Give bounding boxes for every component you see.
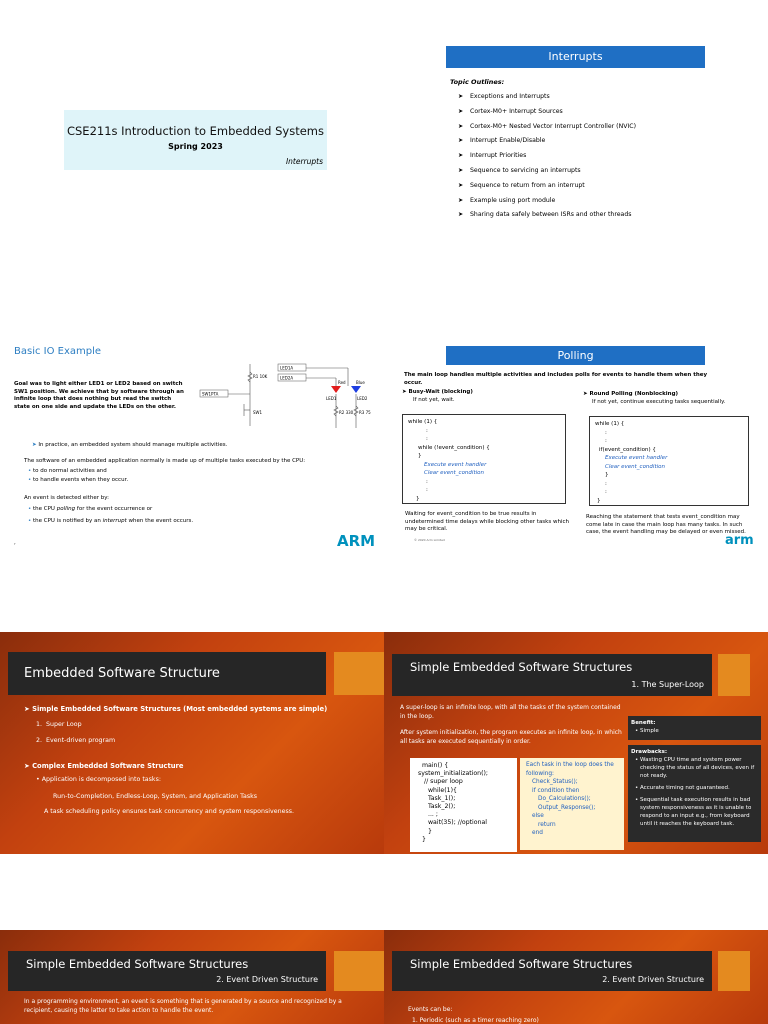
arm-logo: ARM	[337, 532, 376, 550]
arrow-bullet-icon: ➤	[458, 137, 464, 145]
busy-wait-heading: ➤ Busy-Wait (blocking)	[402, 389, 473, 395]
sub-bullet: • the CPU is notified by an interrupt when the event occurs.	[28, 518, 194, 524]
arm-logo: arm	[725, 533, 754, 548]
topic-list	[458, 92, 708, 225]
bullet-point: ➤ Simple Embedded Software Structures (Most embedded systems are simple)	[24, 705, 328, 713]
slide-title-bar: Polling	[446, 346, 705, 365]
slide-title: Embedded Software Structure	[24, 666, 220, 681]
arrow-bullet-icon: ➤	[458, 93, 464, 100]
list-item: ➤ Example using port module	[458, 196, 556, 204]
slide-subtitle: 1. The Super-Loop	[631, 680, 704, 689]
slide-title-bar	[8, 652, 326, 695]
sub-bullet: • Application is decomposed into tasks:	[36, 776, 161, 783]
arrow-bullet-icon: ➤	[458, 211, 464, 219]
list-item: ➤ Exceptions and Interrupts	[458, 93, 550, 100]
slide-subtitle: 2. Event Driven Structure	[216, 975, 318, 984]
super-loop-code: main() { system_initialization(); // super loop while(1){ Task_1(); Task_2(); ... ; wait(35); //optional } }	[410, 758, 517, 852]
arrow-bullet-icon: ➤	[458, 152, 464, 160]
busy-wait-sub: If not yet, wait.	[413, 397, 455, 403]
slide-title: Simple Embedded Software Structures	[410, 660, 633, 674]
circuit-diagram	[198, 358, 371, 432]
benefit-box: Benefit: • Simple	[628, 716, 761, 740]
slide-title-bar: Interrupts	[446, 46, 705, 68]
arrow-bullet-icon: ➤	[458, 181, 464, 189]
round-polling-note: Reaching the statement that tests event_condition may come late in case the main loop has many tasks. In such case, the event handling may be delayed or even missed.	[586, 514, 746, 535]
circuit-label: LED1	[326, 396, 337, 401]
drawbacks-box: Drawbacks: • Wasting CPU time and system power checking the status of all devices, even if not ready. • Accurate timing not guaranteed. • Sequential task execution results in bad system responsiveness as it is unable to respond to an input e.g., from keyboard until it reaches the keyboard task.	[628, 745, 761, 842]
sub-bullet: • the CPU polling for the event occurrence or	[28, 506, 153, 512]
slide-title-bar	[392, 951, 712, 991]
accent-square	[334, 951, 384, 991]
accent-square	[718, 654, 750, 696]
course-title: CSE211s Introduction to Embedded Systems	[66, 124, 325, 138]
circuit-label: LED2A	[280, 375, 294, 381]
bullet-point: ➤ In practice, an embedded system should manage multiple activities.	[32, 442, 228, 448]
topic-tag: Interrupts	[285, 157, 323, 166]
circuit-label: LED2	[357, 396, 368, 401]
accent-square	[718, 951, 750, 991]
list-item: 2. Event-driven program	[36, 737, 116, 744]
circuit-label: SW1	[253, 410, 263, 415]
circuit-label: R1 10K	[253, 374, 268, 379]
slide-title: Simple Embedded Software Structures	[26, 957, 249, 971]
paragraph: In a programming environment, an event is something that is generated by a source and recognized by a recipient, causing the latter to take action to handle the event.	[24, 998, 342, 1014]
title-box	[64, 110, 327, 170]
intro-text: The main loop handles multiple activities and includes polls for events to handle them when they occur.	[404, 372, 708, 386]
goal-paragraph: Goal was to light either LED1 or LED2 based on switch SW1 position. We achieve that by software through an infinite loop that does nothing but read the switch state on one side and update the LEDs on the other.	[14, 381, 184, 410]
list-item: ➤ Cortex-M0+ Interrupt Sources	[458, 107, 563, 115]
task-types: Run-to-Completion, Endless-Loop, System, and Application Tasks	[53, 793, 258, 800]
slide-title-bar	[8, 951, 326, 991]
copyright: © 2020 Arm Limited	[414, 538, 445, 542]
sub-bullet: • to handle events when they occur.	[28, 477, 129, 483]
circuit-label: Red	[338, 380, 346, 385]
slide-title-bar	[392, 654, 712, 696]
arrow-bullet-icon: ➤	[458, 166, 464, 174]
list-item: 1. Periodic (such as a timer reaching zero)	[412, 1017, 539, 1024]
list-item: ➤ Interrupt Priorities	[458, 152, 527, 160]
circuit-label: LED1A	[280, 365, 294, 371]
list-item: ➤ Cortex-M0+ Nested Vector Interrupt Controller (NVIC)	[458, 122, 637, 130]
slide-title	[0, 0, 384, 316]
scheduling-note: A task scheduling policy ensures task concurrency and system responsiveness.	[44, 808, 295, 815]
slide-title: Simple Embedded Software Structures	[410, 957, 633, 971]
outline-heading: Topic Outlines:	[450, 78, 505, 86]
circuit-label: SW1PTA	[202, 391, 219, 397]
round-polling-heading: ➤ Round Polling (Nonblocking)	[583, 391, 679, 397]
bullet-point: ➤ Complex Embedded Software Structure	[24, 762, 184, 770]
list-item: ➤ Sharing data safely between ISRs and other threads	[458, 211, 632, 219]
busy-wait-code: while (1) { : : while (!event_condition) { } Execute event handler Clear event_condition : : }	[402, 414, 566, 504]
task-pseudocode: Each task in the loop does the following: Check_Status(); if condition then Do_Calculations(); Output_Response(); else return end	[520, 758, 624, 850]
busy-wait-note: Waiting for event_condition to be true results in undetermined time delays while blocking other tasks which may be critical.	[405, 511, 569, 532]
paragraph: An event is detected either by:	[24, 495, 109, 501]
slide-subtitle: 2. Event Driven Structure	[602, 975, 704, 984]
list-item: ➤ Sequence to servicing an interrupts	[458, 166, 581, 174]
list-item: 1. Super Loop	[36, 721, 82, 728]
paragraph: The software of an embedded application normally is made up of multiple tasks executed by the CPU:	[24, 458, 306, 464]
round-polling-sub: If not yet, continue executing tasks sequentially.	[592, 399, 726, 405]
round-polling-code: while (1) { : : if(event_condition) { Execute event handler Clear event_condition } : : }	[589, 416, 749, 506]
circuit-label: Blue	[356, 380, 365, 385]
arrow-bullet-icon: ➤	[458, 107, 464, 115]
list-item: ➤ Interrupt Enable/Disable	[458, 137, 546, 145]
stray-mark: ,	[14, 540, 16, 546]
paragraph: After system initialization, the program executes an infinite loop, in which all tasks are executed sequentially in order.	[400, 729, 622, 745]
circuit-label: R2 330	[339, 410, 354, 415]
slide-title: Basic IO Example	[14, 346, 102, 357]
sub-bullet: • to do normal activities and	[28, 468, 107, 474]
paragraph: Events can be:	[408, 1006, 453, 1013]
arrow-bullet-icon: ➤	[458, 122, 464, 130]
arrow-bullet-icon: ➤	[458, 196, 464, 204]
semester: Spring 2023	[168, 142, 223, 151]
list-item: ➤ Sequence to return from an interrupt	[458, 181, 585, 189]
accent-square	[334, 652, 384, 695]
paragraph: A super-loop is an infinite loop, with all the tasks of the system contained in the loop.	[400, 704, 621, 720]
circuit-label: R3 75	[359, 410, 371, 415]
